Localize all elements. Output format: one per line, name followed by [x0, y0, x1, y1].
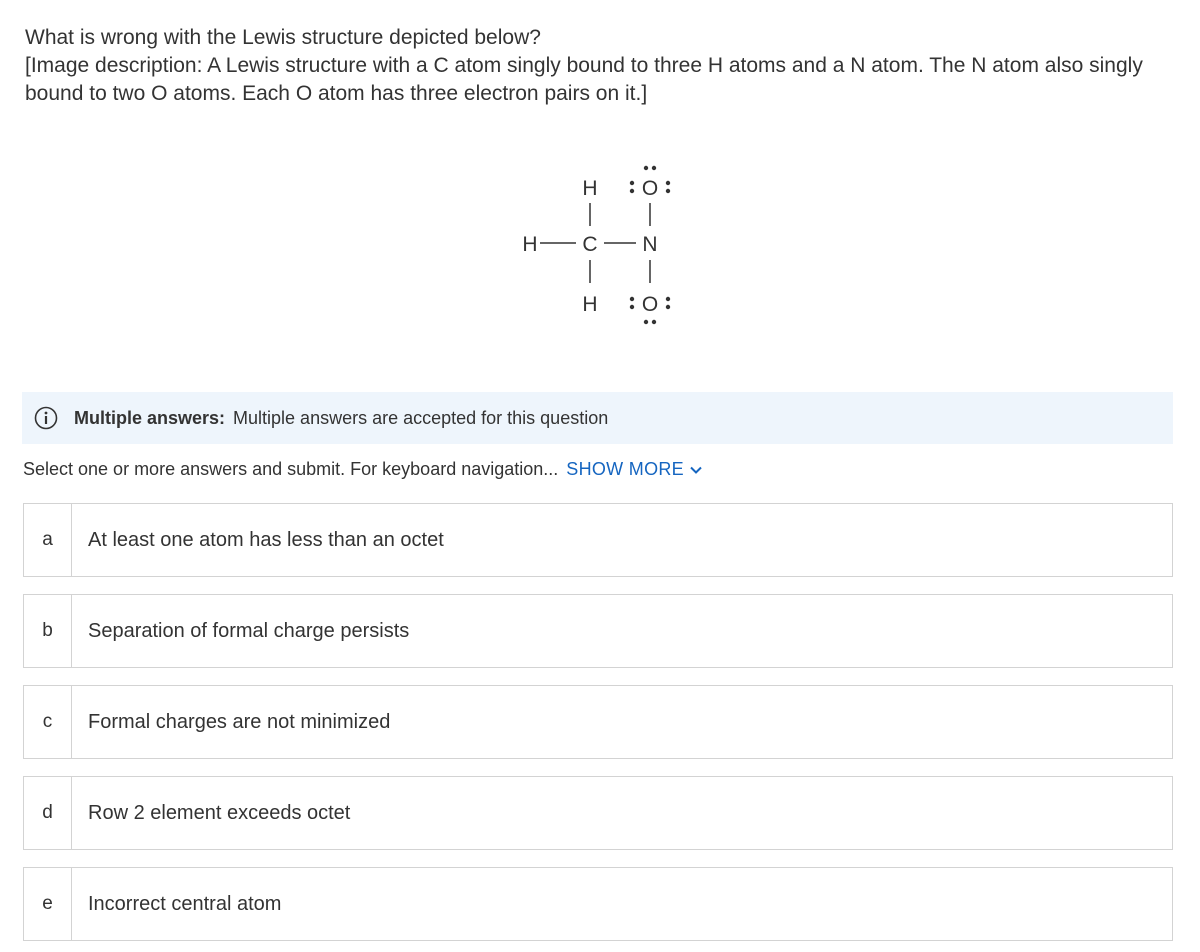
instructions-text: Select one or more answers and submit. For keyboard navigation... [23, 459, 559, 479]
atom-c: C [582, 233, 598, 256]
option-letter: a [24, 504, 72, 576]
option-letter: c [24, 686, 72, 758]
show-more-label: SHOW MORE [566, 459, 684, 479]
atom-h-left: H [522, 233, 538, 256]
option-a[interactable] [23, 503, 1173, 577]
banner-label: Multiple answers: [74, 407, 226, 428]
chevron-down-icon [690, 466, 702, 474]
option-text: Separation of formal charge persists [88, 619, 410, 642]
atom-o-bottom: O [641, 293, 659, 316]
option-c[interactable] [23, 685, 1173, 759]
atom-n: N [642, 233, 658, 256]
option-text: Formal charges are not minimized [88, 710, 391, 733]
option-e[interactable] [23, 867, 1173, 941]
option-b[interactable] [23, 594, 1173, 668]
option-text: Row 2 element exceeds octet [88, 801, 351, 824]
show-more-link[interactable] [566, 459, 702, 480]
banner-text: Multiple answers are accepted for this question [233, 407, 609, 428]
question-text [25, 24, 1175, 108]
answer-options [23, 503, 1173, 952]
option-letter: d [24, 777, 72, 849]
option-letter: b [24, 595, 72, 667]
question-prompt: What is wrong with the Lewis structure depicted below? [25, 26, 541, 49]
option-text: Incorrect central atom [88, 892, 282, 915]
atom-h-top: H [582, 177, 598, 200]
option-letter: e [24, 868, 72, 940]
info-icon [34, 406, 58, 430]
instructions [23, 459, 702, 480]
atom-o-top: O [641, 177, 659, 200]
multiple-answers-banner [22, 392, 1173, 444]
atom-h-bottom: H [582, 293, 598, 316]
lewis-structure-image [500, 155, 700, 340]
option-text: At least one atom has less than an octet [88, 528, 444, 551]
option-d[interactable] [23, 776, 1173, 850]
image-description: [Image description: A Lewis structure with a C atom singly bound to three H atoms and a N atom. The N atom also singly bound to two O atoms. Each O atom has three electron pairs on it.] [25, 54, 1143, 105]
